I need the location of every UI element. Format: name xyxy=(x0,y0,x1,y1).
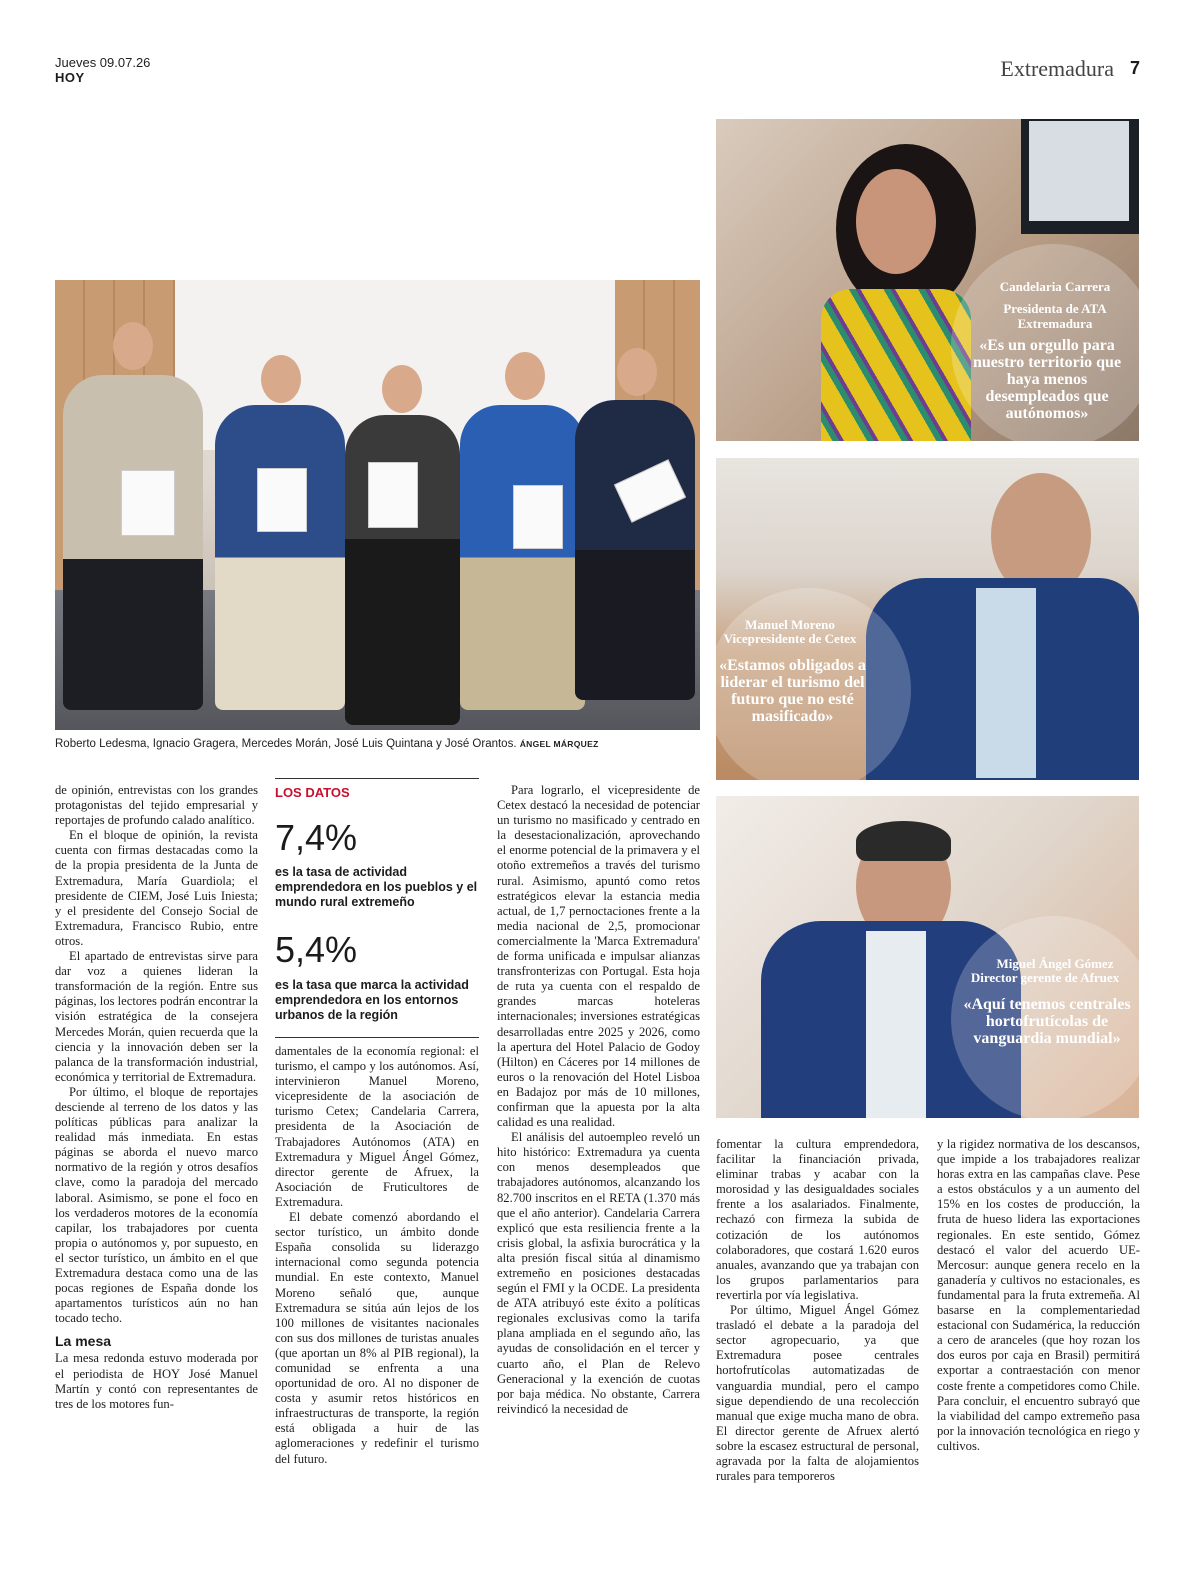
col4-paragraph-2: Por último, Miguel Ángel Gómez trasladó el debate a la paradoja del sector agropecuario, ya que Extremadura posee centrales hortofrutícolas automatizadas de vanguardia mundial, pero el campo sigue dependiendo de una recolección manual que exige mucha mano de obra. El director gerente de Afruex alertó sobre la escasez estructural de personal, agravada por la falta de alojamientos rurales para temporeros xyxy=(716,1303,919,1484)
col1-subhead: La mesa xyxy=(55,1333,112,1350)
issue-date: Jueves 09.07.26 xyxy=(55,55,151,70)
datos-box xyxy=(275,778,479,1038)
photo-head-2 xyxy=(261,355,301,403)
photo-face xyxy=(856,169,936,274)
article-column-3 xyxy=(497,783,700,1417)
col5-paragraph-1: y la rigidez normativa de los descansos, que impide a los trabajadores realizar horas extra en las campañas clave. Pese a estos obstáculos y a un aumento del 15% en los costes de producción, la fruta de hueso lidera las exportaciones regionales. En este sentido, Gómez destacó el valor del acuerdo UE-Mercosur: aunque genera recelo en la ganadería y cultivos no estacionales, es fundamental para la fruta extremeña. Al basarse en la complementariedad estacional con Sudamérica, la reducción a cero de aranceles (que hoy rozan los dos euros por caja en Brasil) permitirá exportar a contraestación con menor coste frente a competidores como Chile. Para concluir, el encuentro subrayó que la viabilidad del campo extremeño pasa por la innovación tecnológica en riego y cultivos. xyxy=(937,1137,1140,1453)
photo-magazine-4 xyxy=(513,485,563,549)
quote-1-text: «Es un orgullo para nuestro territorio que haya menos desempleados que autónomos» xyxy=(972,337,1122,422)
article-column-2 xyxy=(275,1044,479,1467)
photo-head-1 xyxy=(113,322,153,370)
col1-paragraph-5: La mesa redonda estuvo moderada por el periodista de HOY José Manuel Martín y contó con representantes de tres de los motores fun- xyxy=(55,1351,258,1411)
quote-3-text: «Aquí tenemos centrales hortofrutícolas de vanguardia mundial» xyxy=(963,996,1131,1047)
quote-3-role: Director gerente de Afruex xyxy=(970,970,1120,985)
quote-2-role: Vicepresidente de Cetex xyxy=(723,631,857,646)
publication-name: HOY xyxy=(55,70,85,85)
datos-desc-1: es la tasa de actividad emprendedora en los pueblos y el mundo rural extremeño xyxy=(275,865,478,909)
photo-magazine-1 xyxy=(121,470,175,536)
photo-magazine-3 xyxy=(368,462,418,528)
col3-paragraph-2: El análisis del autoempleo reveló un hito histórico: Extremadura ya cuenta con menos desempleados que trabajadores autónomos, alcanzando los 82.700 inscritos en el RETA (1.370 más que el año anterior). Candelaria Carrera explicó que esta resiliencia frente a la crisis global, la asfixia burocrática y la alta presión fiscal sitúa al dinamismo extremeño en posiciones destacadas según el FMI y la OCDE. La presidenta de ATA atribuyó este éxito a políticas regionales exclusivas como la tarifa plana ampliada en el segundo año, las ayudas de consolidación en el tercer y cuarto año, el Plan de Relevo Generacional y la exención de cuotas por baja médica. No obstante, Carrera reivindicó la necesidad de xyxy=(497,1130,700,1416)
col3-paragraph-1: Para lograrlo, el vicepresidente de Cetex destacó la necesidad de potenciar un turismo no masificado y centrado en la desestacionalización, aprovechando el enorme potencial de la primavera y el otoño extremeños a través del turismo rural. Asimismo, apuntó como retos estratégicos elevar la estancia media actual, de 1,7 pernoctaciones frente a la media nacional de 2,5, promocionar comercialmente la 'Marca Extremadura' de forma unificada e impulsar alianzas transfronterizas con Portugal. Esta hoja de ruta ya cuenta con el respaldo de grandes marcas hoteleras internacionales; inversiones estratégicas desarrolladas entre 2025 y 2026, como la apertura del Hotel Palacio de Godoy (Hilton) en Cáceres por 14 millones de euros o la renovación del Hotel Lisboa en Badajoz por más de 10 millones, confirman que la apuesta por la alta calidad es una realidad. xyxy=(497,783,700,1130)
article-column-5 xyxy=(937,1137,1140,1454)
article-column-1 xyxy=(55,783,258,1412)
col1-paragraph-1: de opinión, entrevistas con los grandes protagonistas del tejido empresarial y reportajes de profundo calado analítico. xyxy=(55,783,258,828)
caption-text: Roberto Ledesma, Ignacio Gragera, Mercedes Morán, José Luis Quintana y José Orantos. xyxy=(55,738,517,750)
col1-paragraph-3: El apartado de entrevistas sirve para dar voz a quienes lideran la transformación de la región. Entre sus páginas, los lectores podrán encontrar la visión estratégica de la consejera Mercedes Morán, quien recuerda que la ciencia y la innovación deben ser la palanca de la transformación industrial, económica y territorial de Extremadura. xyxy=(55,949,258,1084)
photo-dress xyxy=(821,289,971,441)
photo-person-2 xyxy=(215,405,345,710)
main-photo xyxy=(55,280,700,730)
photo-person-5 xyxy=(575,400,695,700)
page-number: 7 xyxy=(1129,58,1140,78)
quote-2-text: «Estamos obligados a liderar el turismo del futuro que no esté masificado» xyxy=(719,657,866,725)
quote-1-name: Candelaria Carrera xyxy=(999,279,1111,294)
photo-shirt-gomez xyxy=(866,931,926,1118)
datos-value-2: 5,4% xyxy=(275,929,358,970)
datos-desc-2: es la tasa que marca la actividad emprendedora en los entornos urbanos de la región xyxy=(275,978,469,1022)
photo-person-4 xyxy=(460,405,585,710)
photo-hair-gomez xyxy=(856,821,951,861)
photo-head-4 xyxy=(505,352,545,400)
datos-label: LOS DATOS xyxy=(275,785,350,800)
photo-person-1 xyxy=(63,375,203,710)
col1-paragraph-2: En el bloque de opinión, la revista cuenta con firmas destacadas como la de la propia presidenta de la Junta de Extremadura, María Guardiola; el presidente de CIEM, José Luis Iniesta; y el presidente del Consejo Social de Extremadura, Francisco Rubio, entre otros. xyxy=(55,828,258,948)
photo-magazine-2 xyxy=(257,468,307,532)
col2-paragraph-2: El debate comenzó abordando el sector turístico, un ámbito donde España consolida su liderazgo internacional como segunda potencia mundial. En este contexto, Manuel Moreno señaló que, aunque Extremadura se sitúa aún lejos de los 100 millones de visitantes nacionales con sus dos millones de turistas anuales (que aportan un 8% al PIB regional), la comunidad se enfrenta a una oportunidad de oro. Al no disponer de costa y asumir retos históricos en infraestructuras de transporte, la región está obligada a huir de las aglomeraciones y redefinir el turismo del futuro. xyxy=(275,1210,479,1466)
quote-1-role: Presidenta de ATA Extremadura xyxy=(1003,301,1107,331)
col2-paragraph-1: damentales de la economía regional: el turismo, el campo y los autónomos. Así, intervinieron Manuel Moreno, vicepresidente de la asociación de turismo Cetex; Candelaria Carrera, presidenta de la Asociación de Trabajadores Autónomos (ATA) en Extremadura y Miguel Ángel Gómez, director gerente de Afruex, la Asociación de Fruticultores de Extremadura. xyxy=(275,1044,479,1209)
col1-paragraph-4: Por último, el bloque de reportajes desciende al terreno de los datos y las políticas públicas para analizar la realidad más inmediata. En estas páginas se aborda el nuevo marco normativo de la región y otros desafíos clave, como la paradoja del mercado laboral. Asimismo, se pone el foco en los verdaderos motores de la economía capilar, los trabajadores por cuenta propia o autónomos y, por supuesto, en el sector turístico, un ámbito en el que Extremadura destaca como una de las pocas regiones de España donde los apartamentos turísticos aún no han tocado techo. xyxy=(55,1084,258,1326)
article-column-4 xyxy=(716,1137,919,1484)
photo-head-5 xyxy=(617,348,657,396)
photo-head-3 xyxy=(382,365,422,413)
quote-3-name: Miguel Ángel Gómez xyxy=(996,956,1114,971)
photo-credit: ÁNGEL MÁRQUEZ xyxy=(519,739,599,749)
col4-paragraph-1: fomentar la cultura emprendedora, facilitar la financiación privada, eliminar trabas y acabar con la morosidad y las desigualdades sociales frente a los asalariados. Finalmente, rechazó con firmeza la subida de cotización de los autónomos colaboradores, que costará 1.620 euros anuales, avanzando que ya trabajan con los grupos parlamentarios para revertirla por vía legislativa. xyxy=(716,1137,919,1302)
quote-2-name: Manuel Moreno xyxy=(745,617,835,632)
photo-caption xyxy=(55,738,599,750)
datos-value-1: 7,4% xyxy=(275,817,358,858)
photo-shirt-moreno xyxy=(976,588,1036,778)
section-title: Extremadura xyxy=(1000,56,1114,81)
photo-monitor-screen xyxy=(1029,121,1129,221)
